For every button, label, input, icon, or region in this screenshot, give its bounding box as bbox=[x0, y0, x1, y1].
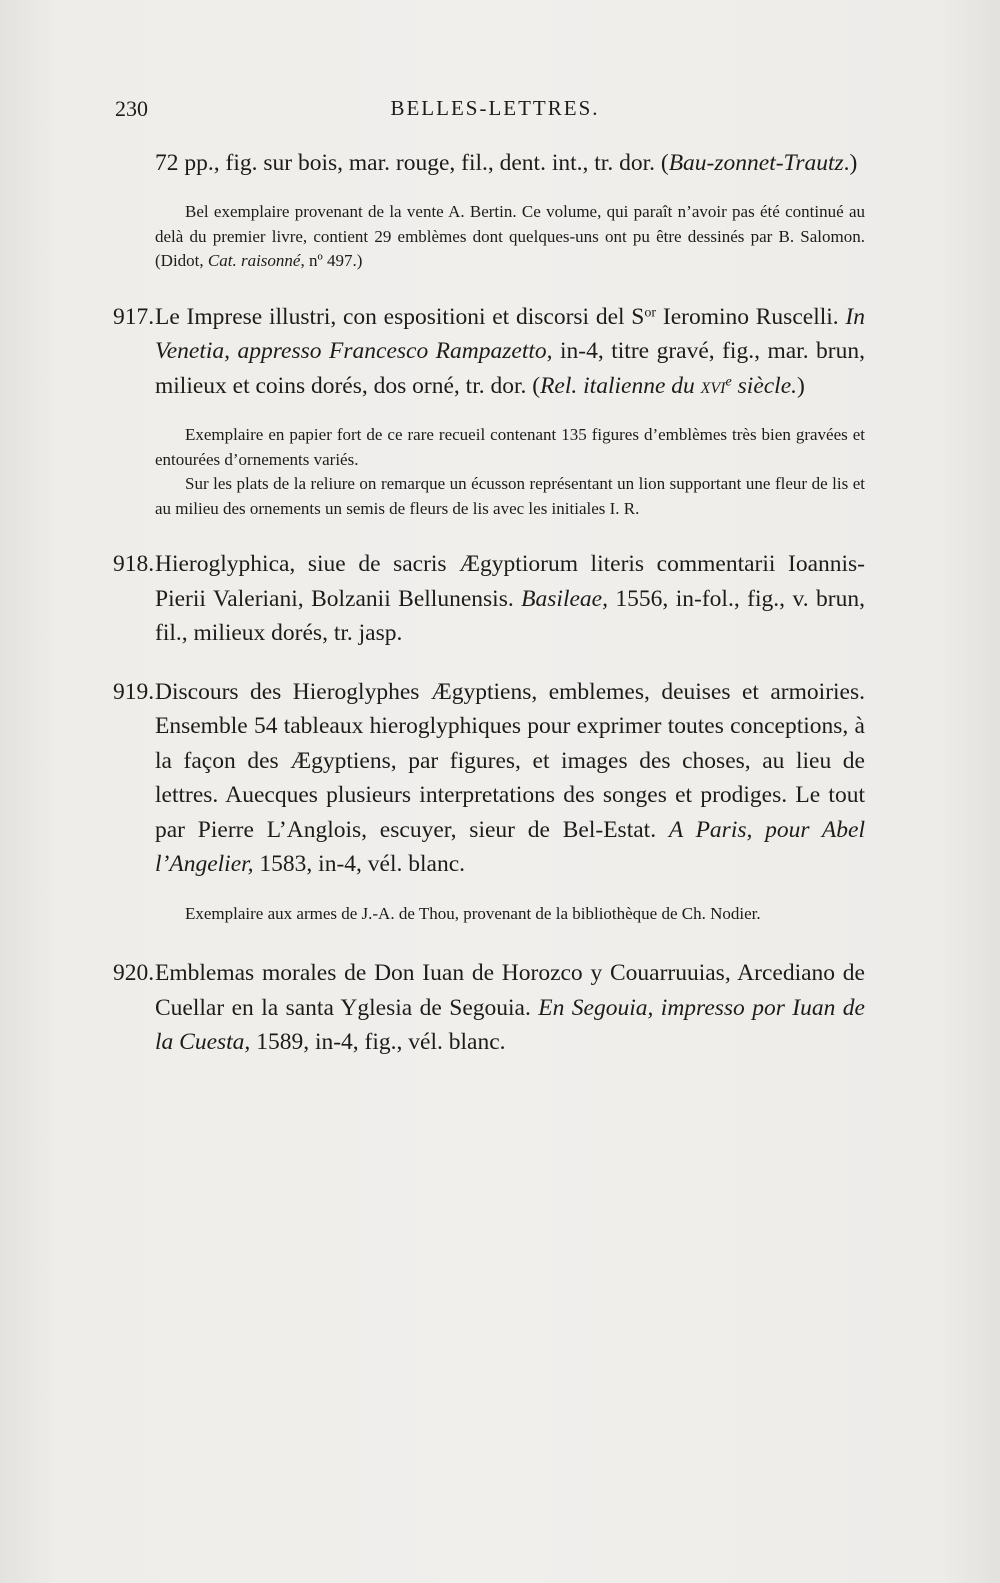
running-head: BELLES-LETTRES. bbox=[390, 96, 600, 120]
note-paragraph: Sur les plats de la reliure on remarque un écusson représentant un lion supportant une fleur de lis et au milieu des ornements un semis de fleurs de lis avec les initiales I. R. bbox=[155, 474, 865, 518]
entry-917: 917.Le Imprese illustri, con espositioni et discorsi del $S^{or}$ Ieromino Ruscelli. In Venetia, appresso Francesco Rampazetto, in-4, titre gravé, fig., mar. brun, milieux et coins dorés, dos orné, tr. dor. (Rel. italienne du xvi$^e$ siècle.) bbox=[155, 300, 865, 404]
entry-number: 918. bbox=[113, 551, 155, 577]
notes-917 bbox=[155, 423, 865, 521]
note-paragraph: Exemplaire en papier fort de ce rare recueil contenant 135 figures d’emblèmes très bien gravées et entourées d’ornements variés. bbox=[155, 425, 865, 469]
page-header bbox=[115, 96, 875, 136]
entry-continuation: 72 pp., fig. sur bois, mar. rouge, fil., dent. int., tr. dor. (Bau-zonnet-Trautz.) bbox=[155, 150, 858, 176]
entry-920: 920.Emblemas morales de Don Iuan de Horozco y Couarruuias, Arcediano de Cuellar en la santa Yglesia de Segouia. En Segouia, impresso por Iuan de la Cuesta, 1589, in-4, fig., vél. blanc. bbox=[155, 956, 865, 1060]
note-paragraph: Exemplaire aux armes de J.-A. de Thou, provenant de la bibliothèque de Ch. Nodier. bbox=[185, 903, 761, 923]
notes-919 bbox=[155, 902, 865, 927]
note-previous-entry bbox=[155, 200, 865, 274]
page-content bbox=[113, 146, 866, 1060]
entry-919: 919.Discours des Hieroglyphes Ægyptiens, emblemes, deuises et armoiries. Ensemble 54 tableaux hieroglyphiques pour exprimer toutes conceptions, à la façon des Ægyptiens, par figures, et images des choses, au lieu de lettres. Auecques plusieurs interpretations des songes et prodiges. Le tout par Pierre L’Anglois, escuyer, sieur de Bel-Estat. A Paris, pour Abel l’Angelier, 1583, in-4, vél. blanc. bbox=[155, 675, 865, 882]
entry-number: 919. bbox=[113, 678, 155, 705]
entry-number: 917. bbox=[113, 303, 155, 330]
entry-918: 918.Hieroglyphica, siue de sacris Ægyptiorum literis commentarii Ioannis-Pierii Valeriani, Bolzanii Bellunensis. Basileae, 1556, in-fol., fig., v. brun, fil., milieux dorés, tr. jasp. bbox=[155, 547, 865, 651]
entry-number: 920. bbox=[113, 960, 155, 986]
note-paragraph: Bel exemplaire provenant de la vente A. Bertin. Ce volume, qui paraît n’avoir pas été continué au delà du premier livre, contient 29 emblèmes dont quelques-uns ont pu être dessinés par B. Salomon. (Didot, Cat. raisonné, nº 497.) bbox=[155, 202, 865, 270]
page-number: 230 bbox=[115, 96, 148, 121]
